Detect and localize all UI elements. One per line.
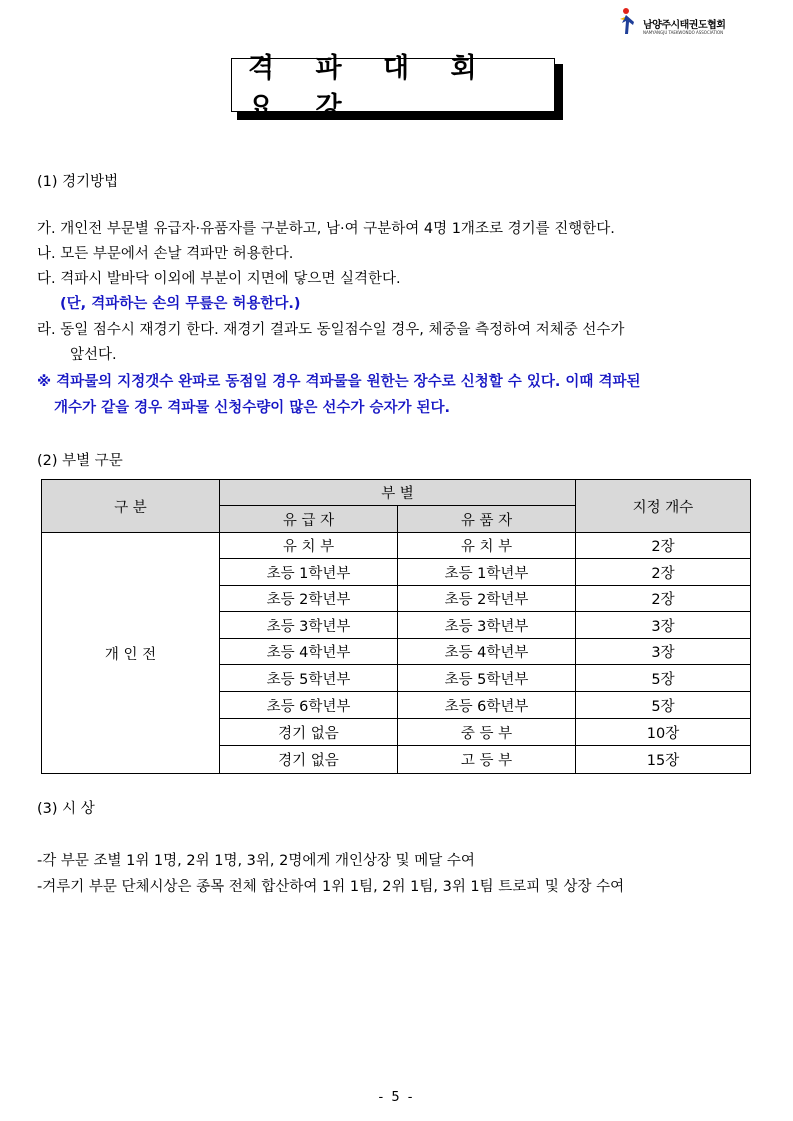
section-heading-divisions: (2) 부별 구문: [37, 453, 123, 469]
cell-count: 2장: [576, 559, 750, 586]
rule-note-tiebreak-cont: 개수가 같을 경우 격파물 신청수량이 많은 선수가 승자가 된다.: [54, 400, 451, 416]
cell-ungraded: 경기 없음: [220, 719, 398, 746]
cell-ungraded: 초등 5학년부: [220, 665, 398, 692]
cell-count: 5장: [576, 665, 750, 692]
division-table: [41, 479, 751, 774]
row-label-individual: 개 인 전: [42, 533, 220, 773]
header-count: 지정 개수: [576, 480, 750, 533]
taekwondo-emblem-icon: [617, 6, 639, 36]
association-logo: [617, 6, 747, 36]
rule-item-na: 나. 모든 부문에서 손날 격파만 허용한다.: [37, 246, 294, 262]
cell-ungraded: 초등 3학년부: [220, 612, 398, 639]
section-heading-awards: (3) 시 상: [37, 801, 95, 817]
cell-graded: 초등 5학년부: [398, 665, 576, 692]
header-graded: 유 품 자: [398, 506, 576, 533]
cell-ungraded: 경기 없음: [220, 746, 398, 773]
header-group: 부 별: [220, 480, 576, 506]
rule-item-ra: 라. 동일 점수시 재경기 한다. 재경기 결과도 동일점수일 경우, 체중을 측정하여 저체중 선수가: [37, 322, 625, 338]
cell-count: 5장: [576, 692, 750, 719]
cell-count: 3장: [576, 639, 750, 665]
cell-count: 3장: [576, 612, 750, 639]
cell-ungraded: 초등 1학년부: [220, 559, 398, 586]
cell-graded: 초등 3학년부: [398, 612, 576, 639]
rule-note-exception: (단, 격파하는 손의 무릎은 허용한다.): [60, 296, 301, 312]
cell-graded: 유 치 부: [398, 533, 576, 559]
cell-count: 2장: [576, 533, 750, 559]
association-name: 남양주시태권도협회: [643, 20, 726, 31]
cell-ungraded: 유 치 부: [220, 533, 398, 559]
rule-item-ga: 가. 개인전 부문별 유급자·유품자를 구분하고, 남·여 구분하여 4명 1개조로 경기를 진행한다.: [37, 221, 615, 237]
cell-count: 2장: [576, 586, 750, 612]
association-name-english: NAMYANGJU TAEKWONDO ASSOCIATION: [643, 30, 724, 35]
cell-ungraded: 초등 6학년부: [220, 692, 398, 719]
page-title: 격 파 대 회 요 강: [231, 58, 555, 112]
cell-graded: 초등 2학년부: [398, 586, 576, 612]
award-item-individual: -각 부문 조별 1위 1명, 2위 1명, 3위, 2명에게 개인상장 및 메달 수여: [37, 853, 475, 869]
cell-graded: 초등 1학년부: [398, 559, 576, 586]
cell-count: 10장: [576, 719, 750, 746]
cell-graded: 중 등 부: [398, 719, 576, 746]
header-ungraded: 유 급 자: [220, 506, 398, 533]
rule-note-tiebreak: ※ 격파물의 지정갯수 완파로 동점일 경우 격파물을 원한는 장수로 신청할 수 있다. 이때 격파된: [37, 374, 641, 390]
cell-graded: 초등 6학년부: [398, 692, 576, 719]
page-number: - 5 -: [378, 1090, 415, 1105]
cell-ungraded: 초등 4학년부: [220, 639, 398, 665]
award-item-team: -겨루기 부문 단체시상은 종목 전체 합산하여 1위 1팀, 2위 1팀, 3위 1팀 트로피 및 상장 수여: [37, 879, 625, 895]
section-heading-method: (1) 경기방법: [37, 174, 119, 190]
cell-count: 15장: [646, 753, 680, 769]
cell-graded: 초등 4학년부: [398, 639, 576, 665]
rule-item-da: 다. 격파시 발바닥 이외에 부분이 지면에 닿으면 실격한다.: [37, 271, 401, 287]
cell-graded: 고 등 부: [398, 746, 576, 773]
cell-ungraded: 초등 2학년부: [220, 586, 398, 612]
rule-item-ra-cont: 앞선다.: [70, 347, 117, 363]
header-division: 구 분: [42, 480, 220, 533]
